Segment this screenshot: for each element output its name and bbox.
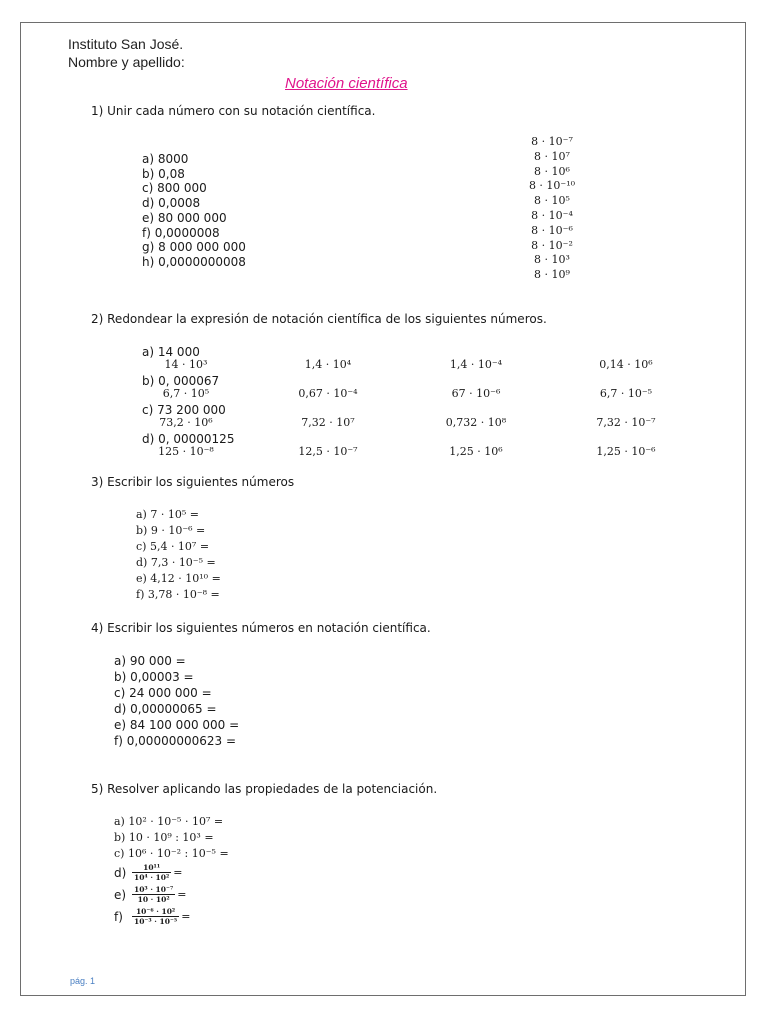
fraction	[132, 884, 186, 904]
q1-item: b) 0,08	[142, 166, 185, 181]
q2-option: 14 · 10³	[164, 358, 208, 371]
q3-item: c) 5,4 · 10⁷ =	[136, 540, 210, 553]
q1-notation: 8 · 10⁶	[534, 164, 570, 178]
equals-sign: =	[177, 888, 187, 901]
q2-option: 12,5 · 10⁻⁷	[298, 445, 358, 458]
q5-prompt: 5) Resolver aplicando las propiedades de la potenciación.	[91, 782, 438, 796]
q4-item: e) 84 100 000 000 =	[114, 718, 240, 732]
q3-item: f) 3,78 · 10⁻⁸ =	[136, 588, 220, 601]
q4-item: c) 24 000 000 =	[114, 686, 212, 700]
q5-item: c) 10⁶ · 10⁻² : 10⁻⁵ =	[114, 847, 229, 860]
school-name: Instituto San José.	[68, 36, 184, 52]
fraction	[132, 906, 190, 926]
fraction-body	[132, 885, 175, 904]
numerator: 10⁻⁶ · 10²	[132, 907, 179, 917]
q3-item: a) 7 · 10⁵ =	[136, 508, 199, 521]
page-number: pág. 1	[70, 976, 96, 986]
q5-fraction-label: f)	[114, 910, 123, 924]
q1-prompt: 1) Unir cada número con su notación científica.	[91, 104, 376, 118]
fraction-body	[132, 863, 171, 882]
q2-option: 1,25 · 10⁶	[449, 445, 503, 458]
q2-option: 0,67 · 10⁻⁴	[298, 387, 358, 400]
q2-option: 73,2 · 10⁶	[159, 416, 213, 429]
q2-row-label: b) 0, 000067	[142, 374, 220, 388]
q4-item: a) 90 000 =	[114, 654, 186, 668]
q3-item: b) 9 · 10⁻⁶ =	[136, 524, 206, 537]
q1-item: e) 80 000 000	[142, 210, 227, 225]
q2-option: 125 · 10⁻⁸	[158, 445, 214, 458]
q2-option: 0,14 · 10⁶	[599, 358, 653, 371]
q4-item: f) 0,00000000623 =	[114, 734, 237, 748]
q2-prompt: 2) Redondear la expresión de notación científica de los siguientes números.	[91, 312, 547, 326]
q2-option: 6,7 · 10⁵	[162, 387, 210, 400]
q1-item: c) 800 000	[142, 181, 207, 196]
q2-option: 7,32 · 10⁷	[301, 416, 355, 429]
q1-notation: 8 · 10⁷	[534, 149, 570, 163]
q1-item: g) 8 000 000 000	[142, 240, 246, 255]
numerator: 10³ · 10⁻⁷	[134, 885, 174, 894]
q2-row-label: a) 14 000	[142, 345, 200, 359]
q2-option: 6,7 · 10⁻⁵	[599, 387, 653, 400]
q1-notation: 8 · 10⁻²	[531, 238, 573, 252]
q3-prompt: 3) Escribir los siguientes números	[91, 475, 295, 489]
q2-row-label: d) 0, 00000125	[142, 432, 235, 446]
q4-prompt: 4) Escribir los siguientes números en notación científica.	[91, 621, 431, 635]
fraction-body	[132, 907, 179, 926]
q1-item: h) 0,0000000008	[142, 254, 246, 269]
q3-item: d) 7,3 · 10⁻⁵ =	[136, 556, 216, 569]
q1-notation: 8 · 10⁵	[534, 194, 570, 208]
q1-item: d) 0,0008	[142, 196, 201, 211]
name-line: Nombre y apellido:	[68, 54, 185, 70]
q2-row-label: c) 73 200 000	[142, 403, 226, 417]
q4-item: d) 0,00000065 =	[114, 702, 217, 716]
q1-notation: 8 · 10⁻⁴	[531, 209, 573, 222]
q2-option: 67 · 10⁻⁶	[451, 387, 501, 400]
q2-option: 7,32 · 10⁻⁷	[596, 416, 656, 429]
denominator: 10⁻³ · 10⁻⁵	[134, 917, 178, 926]
q1-notation: 8 · 10⁻⁷	[531, 135, 573, 148]
q5-item: b) 10 · 10⁹ : 10³ =	[114, 831, 214, 844]
fraction	[132, 862, 183, 882]
denominator: 10⁴ · 10²	[134, 873, 170, 882]
numerator: 10¹¹	[132, 863, 171, 873]
q1-notation: 8 · 10⁻¹⁰	[528, 179, 576, 193]
q2-option: 1,4 · 10⁴	[304, 358, 352, 371]
equals-sign: =	[181, 910, 191, 923]
q3-item: e) 4,12 · 10¹⁰ =	[136, 572, 221, 585]
q1-item: a) 8000	[142, 152, 189, 166]
q1-notation: 8 · 10⁻⁶	[531, 223, 573, 237]
q5-item: a) 10² · 10⁻⁵ · 10⁷ =	[114, 815, 224, 828]
q1-notation: 8 · 10⁹	[534, 268, 570, 282]
q2-option: 0,732 · 10⁸	[445, 416, 507, 429]
q2-option: 1,25 · 10⁻⁶	[596, 445, 656, 458]
q1-notation: 8 · 10³	[534, 253, 570, 267]
q5-fraction-label: d)	[114, 866, 127, 880]
q5-fraction-label: e)	[114, 888, 127, 902]
denominator: 10 · 10²	[137, 895, 170, 904]
q4-item: b) 0,00003 =	[114, 670, 194, 684]
q2-option: 1,4 · 10⁻⁴	[449, 358, 503, 371]
page-title: Notación científica	[285, 75, 408, 92]
q1-item: f) 0,0000008	[142, 225, 220, 240]
equals-sign: =	[173, 866, 183, 879]
